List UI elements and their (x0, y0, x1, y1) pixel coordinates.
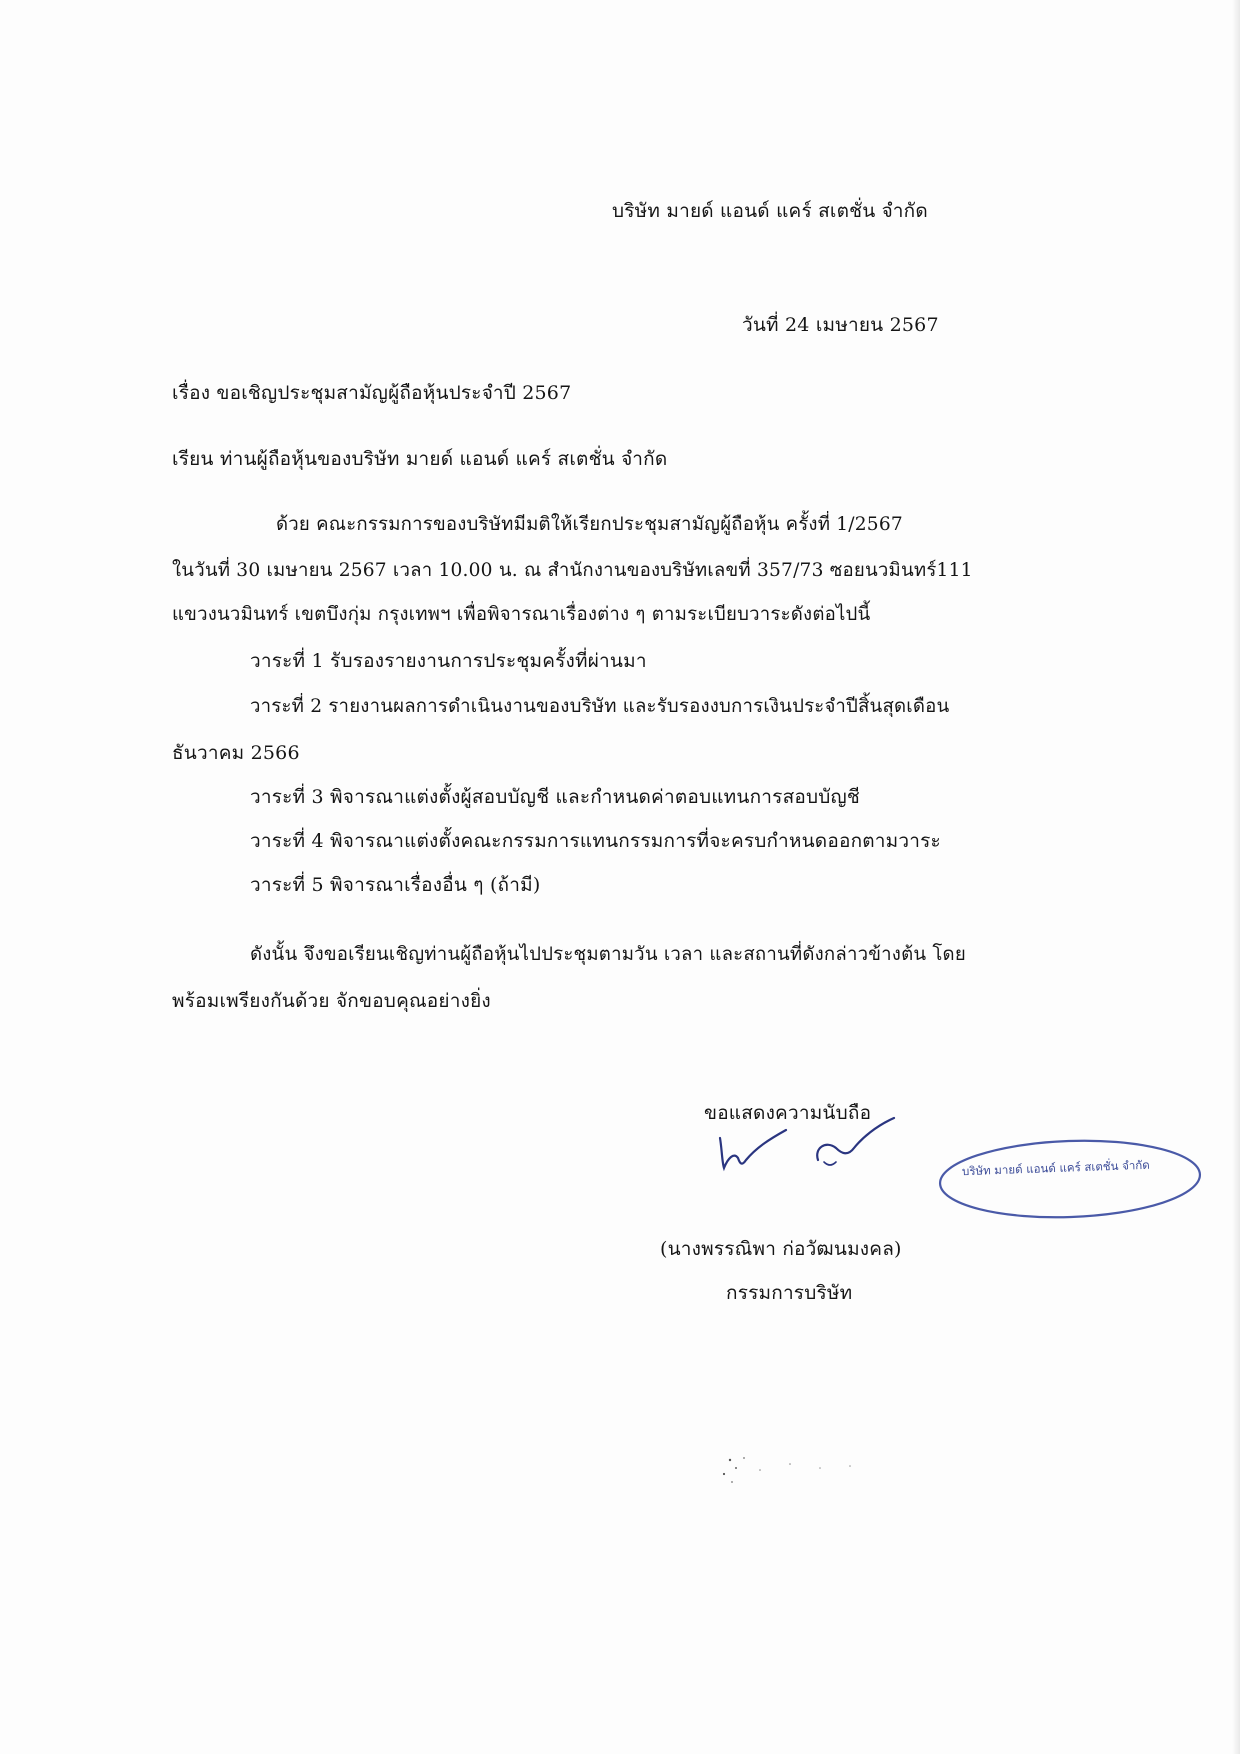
handwritten-signature (712, 1110, 912, 1190)
scan-specks (700, 1440, 960, 1520)
agenda-item-3: วาระที่ 3 พิจารณาแต่งตั้งผู้สอบบัญชี และกำหนดค่าตอบแทนการสอบบัญชี (250, 786, 860, 808)
body-line-3: แขวงนวมินทร์ เขตบึงกุ่ม กรุงเทพฯ เพื่อพิจารณาเรื่องต่าง ๆ ตามระเบียบวาระดังต่อไปนี้ (172, 604, 871, 625)
closing-line-2: พร้อมเพรียงกันด้วย จักขอบคุณอย่างยิ่ง (172, 990, 491, 1012)
stamp-text: บริษัท มายด์ แอนด์ แคร์ สเตชั่น จำกัด (961, 1157, 1150, 1179)
letter-salutation: เรียน ท่านผู้ถือหุ้นของบริษัท มายด์ แอนด์ แคร์ สเตชั่น จำกัด (172, 448, 668, 470)
letter-subject: เรื่อง ขอเชิญประชุมสามัญผู้ถือหุ้นประจำปี 2567 (172, 382, 572, 404)
signer-name: (นางพรรณิพา ก่อวัฒนมงคล) (660, 1238, 902, 1260)
regards-text: ขอแสดงความนับถือ (704, 1102, 872, 1124)
body-line-2: ในวันที่ 30 เมษายน 2567 เวลา 10.00 น. ณ สำนักงานของบริษัทเลขที่ 357/73 ซอยนวมินทร์111 (172, 560, 973, 581)
page-edge-shadow (1232, 0, 1240, 1754)
agenda-item-4: วาระที่ 4 พิจารณาแต่งตั้งคณะกรรมการแทนกรรมการที่จะครบกำหนดออกตามวาระ (250, 830, 941, 852)
body-line-1: ด้วย คณะกรรมการของบริษัทมีมติให้เรียกประชุมสามัญผู้ถือหุ้น ครั้งที่ 1/2567 (276, 514, 903, 535)
agenda-item-2: วาระที่ 2 รายงานผลการดำเนินงานของบริษัท และรับรองงบการเงินประจำปีสิ้นสุดเดือน (250, 696, 950, 717)
closing-line-1: ดังนั้น จึงขอเรียนเชิญท่านผู้ถือหุ้นไปประชุมตามวัน เวลา และสถานที่ดังกล่าวข้างต้น โดย (250, 944, 966, 965)
letter-date: วันที่ 24 เมษายน 2567 (742, 314, 939, 336)
signer-title: กรรมการบริษัท (726, 1282, 853, 1304)
agenda-item-1: วาระที่ 1 รับรองรายงานการประชุมครั้งที่ผ่านมา (250, 650, 647, 672)
company-header: บริษัท มายด์ แอนด์ แคร์ สเตชั่น จำกัด (612, 200, 928, 222)
agenda-item-2-continued: ธันวาคม 2566 (172, 742, 300, 764)
agenda-item-5: วาระที่ 5 พิจารณาเรื่องอื่น ๆ (ถ้ามี) (250, 874, 541, 896)
